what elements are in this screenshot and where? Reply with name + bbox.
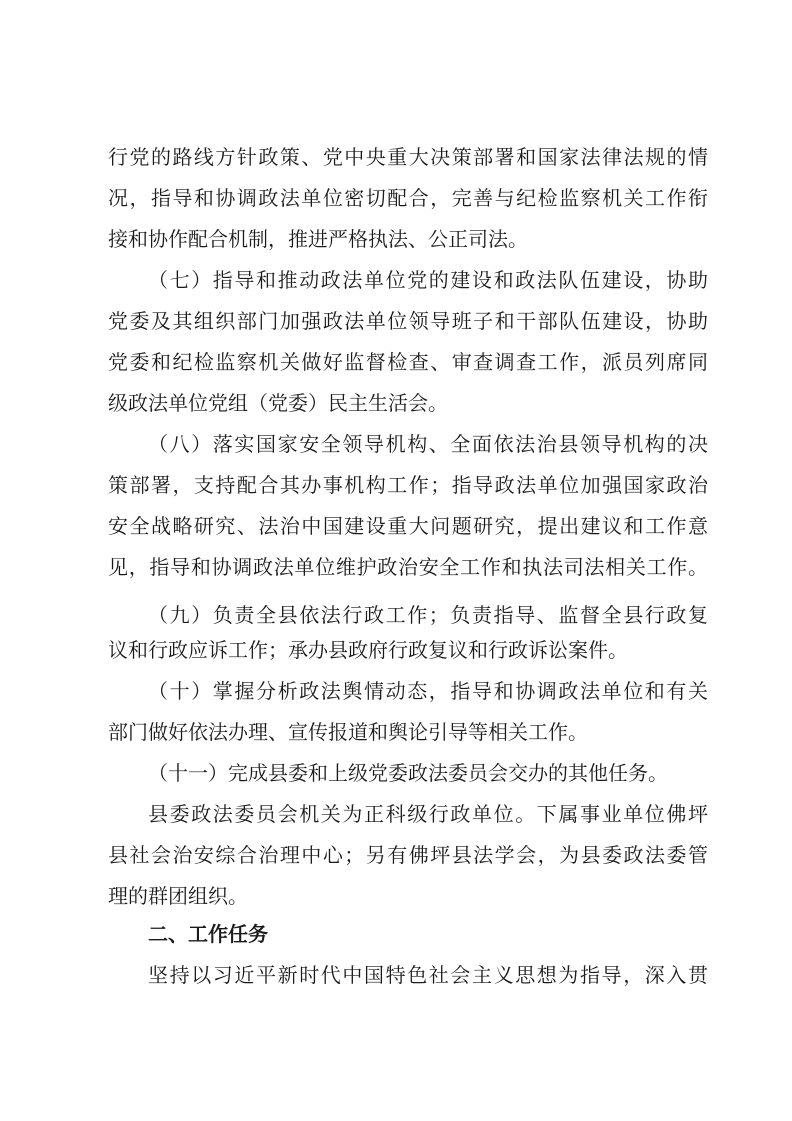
text-line: 县委政法委员会机关为正科级行政单位。下属事业单位佛坪 [148,802,708,826]
text-line: （十一）完成县委和上级党委政法委员会交办的其他任务。 [148,761,668,785]
text-line: 理的群团组织。 [108,884,248,908]
text-line: （九）负责全县依法行政工作；负责指导、监督全县行政复 [148,603,708,627]
text-line: 策部署，支持配合其办事机构工作；指导政法单位加强国家政治 [108,473,708,497]
text-line: 坚持以习近平新时代中国特色社会主义思想为指导，深入贯 [148,963,708,987]
text-line: 接和协作配合机制，推进严格执法、公正司法。 [108,227,528,251]
text-line: 议和行政应诉工作；承办县政府行政复议和行政诉讼案件。 [108,638,628,662]
text-line: 部门做好依法办理、宣传报道和舆论引导等相关工作。 [108,720,588,744]
text-line: 况，指导和协调政法单位密切配合，完善与纪检监察机关工作衔 [108,186,708,210]
text-line: 级政法单位党组（党委）民主生活会。 [108,391,448,415]
text-line: （十）掌握分析政法舆情动态，指导和协调政法单位和有关 [148,679,708,703]
text-line: 行党的路线方针政策、党中央重大决策部署和国家法律法规的情 [108,145,708,169]
text-line: 党委及其组织部门加强政法单位领导班子和干部队伍建设，协助 [108,309,708,333]
text-line: （七）指导和推动政法单位党的建设和政法队伍建设，协助 [148,268,708,292]
text-line: 党委和纪检监察机关做好监督检查、审查调查工作，派员列席同 [108,350,708,374]
text-line: 县社会治安综合治理中心；另有佛坪县法学会，为县委政法委管 [108,843,708,867]
section-heading: 二、工作任务 [148,922,268,946]
text-line: 安全战略研究、法治中国建设重大问题研究，提出建议和工作意 [108,514,708,538]
text-line: （八）落实国家安全领导机构、全面依法治县领导机构的决 [148,432,708,456]
text-line: 见，指导和协调政法单位维护政治安全工作和执法司法相关工作。 [108,555,708,579]
